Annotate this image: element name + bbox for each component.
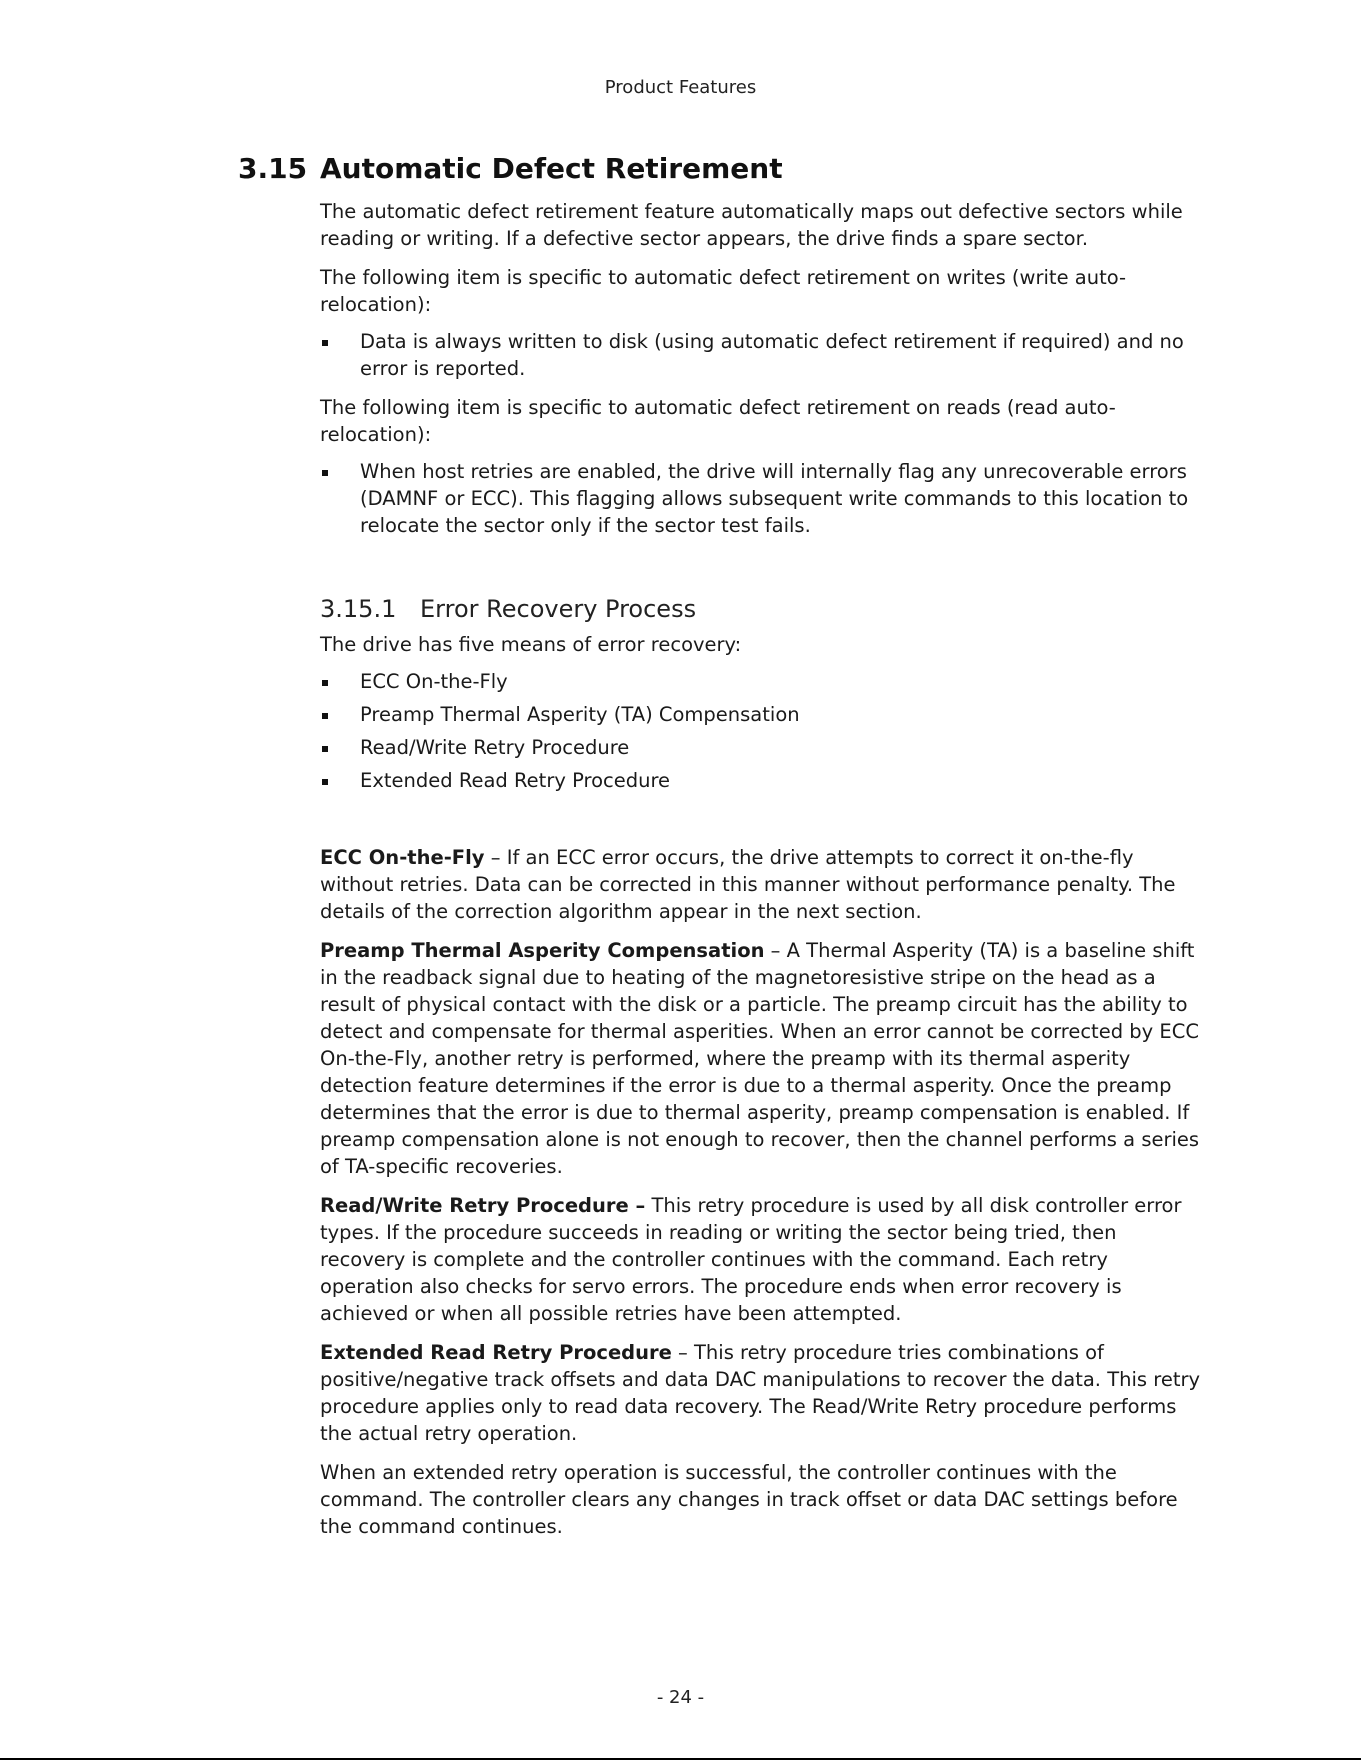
list-item: Read/Write Retry Procedure	[320, 734, 1204, 761]
detail-extended-read-retry	[320, 1339, 1204, 1447]
detail-text: This retry procedure is used by all disk controller error types. If the procedure succeeds in reading or writing the sector being tried, then recovery is complete and the controller continues with the command. Each retry operation also checks for servo errors. The procedure ends when error recovery is achieved or when all possible retries have been attempted.	[320, 1194, 1182, 1325]
spacer	[320, 806, 1204, 844]
subsection-title: Error Recovery Process	[420, 595, 697, 623]
closing-paragraph: When an extended retry operation is successful, the controller continues with the command. The controller clears any changes in track offset or data DAC settings before the command continues.	[320, 1461, 1178, 1538]
read-relocation-paragraph: The following item is specific to automatic defect retirement on reads (read auto-relocation):	[320, 396, 1116, 446]
write-relocation-paragraph: The following item is specific to automatic defect retirement on writes (write auto-relocation):	[320, 266, 1127, 316]
list-item: Data is always written to disk (using automatic defect retirement if required) and no error is reported.	[320, 328, 1204, 382]
detail-separator: –	[764, 939, 787, 962]
subsection-heading	[320, 595, 1204, 623]
detail-term: Preamp Thermal Asperity Compensation	[320, 939, 765, 962]
detail-term: Extended Read Retry Procedure	[320, 1341, 672, 1364]
detail-text: A Thermal Asperity (TA) is a baseline shift in the readback signal due to heating of the magnetoresistive stripe on the head as a result of physical contact with the disk or a particle. The preamp circuit has the ability to detect and compensate for thermal asperities. When an error cannot be corrected by ECC On-the-Fly, another retry is performed, where the preamp with its thermal asperity detection feature determines if the error is due to a thermal asperity. Once the preamp determines that the error is due to thermal asperity, preamp compensation is enabled. If preamp compensation alone is not enough to recover, then the channel performs a series of TA-specific recoveries.	[320, 939, 1200, 1178]
write-relocation-list	[320, 328, 1204, 382]
detail-term: ECC On-the-Fly	[320, 846, 485, 869]
recovery-methods-list	[320, 668, 1204, 794]
list-item: When host retries are enabled, the drive will internally flag any unrecoverable errors (DAMNF or ECC). This flagging allows subsequent write commands to this location to relocate the sector only if the sector test fails.	[320, 458, 1204, 539]
detail-term: Read/Write Retry Procedure –	[320, 1194, 646, 1217]
section-number: 3.15	[238, 152, 308, 185]
page-content	[238, 152, 1204, 1552]
detail-read-write-retry	[320, 1192, 1204, 1327]
list-item: Extended Read Retry Procedure	[320, 767, 1204, 794]
section-heading	[238, 152, 1204, 192]
section-title: Automatic Defect Retirement	[320, 152, 783, 185]
list-item: ECC On-the-Fly	[320, 668, 1204, 695]
subsection-number: 3.15.1	[320, 595, 397, 623]
bottom-rule	[0, 1758, 1361, 1760]
detail-preamp	[320, 937, 1204, 1180]
recovery-intro: The drive has five means of error recovery:	[320, 633, 742, 656]
detail-separator: –	[671, 1341, 695, 1364]
detail-separator: –	[484, 846, 507, 869]
page-number: - 24 -	[656, 1687, 705, 1708]
detail-ecc	[320, 844, 1204, 925]
list-item: Preamp Thermal Asperity (TA) Compensation	[320, 701, 1204, 728]
detail-text: This retry procedure tries combinations of positive/negative track offsets and data DAC manipulations to recover the data. This retry procedure applies only to read data recovery. The Read/Write Retry procedure performs the actual retry operation.	[320, 1341, 1201, 1445]
read-relocation-list	[320, 458, 1204, 539]
detail-text: If an ECC error occurs, the drive attempts to correct it on-the-fly without retries. Data can be corrected in this manner without performance penalty. The details of the correction algorithm appear in the next section.	[320, 846, 1176, 923]
running-header: Product Features	[604, 77, 757, 98]
intro-paragraph: The automatic defect retirement feature automatically maps out defective sectors while reading or writing. If a defective sector appears, the drive finds a spare sector.	[320, 200, 1183, 250]
